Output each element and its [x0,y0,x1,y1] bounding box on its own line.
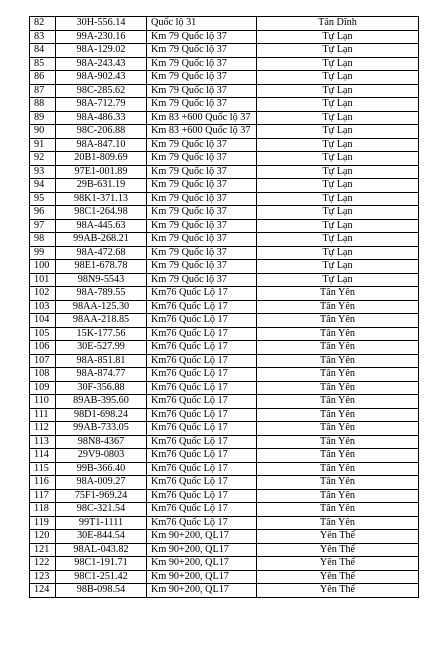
location-cell: Quốc lộ 31 [147,17,257,31]
location-cell: Km 79 Quốc lộ 37 [147,192,257,206]
location-cell: Km 90+200, QL17 [147,584,257,598]
license-plate-cell: 99T1-1111 [56,516,147,530]
license-plate-cell: 98C-206.88 [56,125,147,139]
table-row [30,368,419,382]
row-number-cell: 97 [30,219,56,233]
location-cell: Km 90+200, QL17 [147,557,257,571]
row-number-cell: 111 [30,408,56,422]
license-plate-cell: 20B1-809.69 [56,152,147,166]
location-cell: Km76 Quốc Lộ 17 [147,476,257,490]
area-cell: Tân Yên [257,287,419,301]
table-row [30,530,419,544]
violation-table [29,16,419,598]
license-plate-cell: 98A-902.43 [56,71,147,85]
row-number-cell: 114 [30,449,56,463]
table-row [30,219,419,233]
license-plate-cell: 98K1-371.13 [56,192,147,206]
row-number-cell: 101 [30,273,56,287]
area-cell: Tự Lạn [257,71,419,85]
area-cell: Tự Lạn [257,179,419,193]
area-cell: Tân Yên [257,408,419,422]
license-plate-cell: 98N9-5543 [56,273,147,287]
location-cell: Km 79 Quốc lộ 37 [147,219,257,233]
row-number-cell: 112 [30,422,56,436]
license-plate-cell: 99AB-268.21 [56,233,147,247]
row-number-cell: 87 [30,84,56,98]
area-cell: Tự Lạn [257,84,419,98]
area-cell: Tân Yên [257,368,419,382]
area-cell: Tự Lạn [257,192,419,206]
location-cell: Km 79 Quốc lộ 37 [147,30,257,44]
area-cell: Tự Lạn [257,206,419,220]
license-plate-cell: 98A-472.68 [56,246,147,260]
area-cell: Yên Thế [257,543,419,557]
location-cell: Km 79 Quốc lộ 37 [147,44,257,58]
row-number-cell: 115 [30,462,56,476]
license-plate-cell: 98A-243.43 [56,57,147,71]
document-page [29,16,419,598]
location-cell: Km76 Quốc Lộ 17 [147,435,257,449]
table-row [30,543,419,557]
row-number-cell: 108 [30,368,56,382]
license-plate-cell: 98E1-678.78 [56,260,147,274]
table-row [30,435,419,449]
area-cell: Tự Lạn [257,125,419,139]
row-number-cell: 116 [30,476,56,490]
row-number-cell: 124 [30,584,56,598]
area-cell: Tân Yên [257,422,419,436]
area-cell: Tự Lạn [257,138,419,152]
location-cell: Km76 Quốc Lộ 17 [147,341,257,355]
table-row [30,570,419,584]
area-cell: Tân Yên [257,476,419,490]
area-cell: Tự Lạn [257,246,419,260]
location-cell: Km 79 Quốc lộ 37 [147,233,257,247]
row-number-cell: 102 [30,287,56,301]
license-plate-cell: 98A-129.02 [56,44,147,58]
location-cell: Km76 Quốc Lộ 17 [147,395,257,409]
table-row [30,84,419,98]
table-row [30,584,419,598]
table-row [30,327,419,341]
location-cell: Km 90+200, QL17 [147,570,257,584]
location-cell: Km 79 Quốc lộ 37 [147,71,257,85]
location-cell: Km76 Quốc Lộ 17 [147,354,257,368]
license-plate-cell: 98A-851.81 [56,354,147,368]
license-plate-cell: 98AL-043.82 [56,543,147,557]
location-cell: Km 83 +600 Quốc lộ 37 [147,125,257,139]
table-row [30,30,419,44]
table-row [30,192,419,206]
license-plate-cell: 98A-486.33 [56,111,147,125]
row-number-cell: 82 [30,17,56,31]
license-plate-cell: 98A-445.63 [56,219,147,233]
row-number-cell: 98 [30,233,56,247]
table-row [30,57,419,71]
area-cell: Tự Lạn [257,233,419,247]
table-row [30,408,419,422]
area-cell: Tân Yên [257,462,419,476]
table-row [30,260,419,274]
location-cell: Km76 Quốc Lộ 17 [147,381,257,395]
license-plate-cell: 98A-789.55 [56,287,147,301]
table-row [30,314,419,328]
row-number-cell: 122 [30,557,56,571]
location-cell: Km 79 Quốc lộ 37 [147,179,257,193]
row-number-cell: 90 [30,125,56,139]
row-number-cell: 86 [30,71,56,85]
location-cell: Km 79 Quốc lộ 37 [147,152,257,166]
area-cell: Yên Thế [257,584,419,598]
row-number-cell: 88 [30,98,56,112]
row-number-cell: 113 [30,435,56,449]
location-cell: Km76 Quốc Lộ 17 [147,287,257,301]
row-number-cell: 99 [30,246,56,260]
area-cell: Tự Lạn [257,165,419,179]
license-plate-cell: 98C1-191.71 [56,557,147,571]
area-cell: Tân Yên [257,489,419,503]
location-cell: Km 79 Quốc lộ 37 [147,138,257,152]
license-plate-cell: 29V9-0803 [56,449,147,463]
table-row [30,71,419,85]
license-plate-cell: 30H-556.14 [56,17,147,31]
location-cell: Km76 Quốc Lộ 17 [147,327,257,341]
table-row [30,17,419,31]
location-cell: Km 79 Quốc lộ 37 [147,206,257,220]
row-number-cell: 110 [30,395,56,409]
table-row [30,138,419,152]
license-plate-cell: 98C-285.62 [56,84,147,98]
table-row [30,246,419,260]
table-row [30,44,419,58]
area-cell: Tân Yên [257,354,419,368]
row-number-cell: 89 [30,111,56,125]
area-cell: Tự Lạn [257,111,419,125]
row-number-cell: 91 [30,138,56,152]
row-number-cell: 83 [30,30,56,44]
location-cell: Km76 Quốc Lộ 17 [147,503,257,517]
location-cell: Km 79 Quốc lộ 37 [147,57,257,71]
area-cell: Tự Lạn [257,273,419,287]
row-number-cell: 123 [30,570,56,584]
row-number-cell: 100 [30,260,56,274]
area-cell: Tân Yên [257,327,419,341]
location-cell: Km76 Quốc Lộ 17 [147,368,257,382]
table-row [30,476,419,490]
license-plate-cell: 98A-712.79 [56,98,147,112]
row-number-cell: 103 [30,300,56,314]
table-row [30,206,419,220]
area-cell: Tân Yên [257,381,419,395]
table-row [30,489,419,503]
area-cell: Tân Yên [257,300,419,314]
row-number-cell: 105 [30,327,56,341]
area-cell: Tân Yên [257,341,419,355]
area-cell: Tự Lạn [257,44,419,58]
license-plate-cell: 98C-321.54 [56,503,147,517]
license-plate-cell: 98C1-251.42 [56,570,147,584]
table-row [30,395,419,409]
table-row [30,300,419,314]
table-row [30,98,419,112]
area-cell: Tân Dĩnh [257,17,419,31]
area-cell: Tân Yên [257,516,419,530]
table-row [30,165,419,179]
table-row [30,516,419,530]
table-row [30,287,419,301]
row-number-cell: 92 [30,152,56,166]
license-plate-cell: 89AB-395.60 [56,395,147,409]
row-number-cell: 121 [30,543,56,557]
location-cell: Km 79 Quốc lộ 37 [147,98,257,112]
table-body [30,17,419,598]
license-plate-cell: 98N8-4367 [56,435,147,449]
license-plate-cell: 98D1-698.24 [56,408,147,422]
location-cell: Km 79 Quốc lộ 37 [147,246,257,260]
row-number-cell: 119 [30,516,56,530]
location-cell: Km76 Quốc Lộ 17 [147,516,257,530]
table-row [30,381,419,395]
table-row [30,503,419,517]
license-plate-cell: 98A-009.27 [56,476,147,490]
area-cell: Tự Lạn [257,57,419,71]
license-plate-cell: 97E1-001.89 [56,165,147,179]
table-row [30,462,419,476]
table-row [30,557,419,571]
license-plate-cell: 15K-177.56 [56,327,147,341]
area-cell: Tự Lạn [257,30,419,44]
row-number-cell: 120 [30,530,56,544]
location-cell: Km 79 Quốc lộ 37 [147,165,257,179]
area-cell: Yên Thế [257,530,419,544]
location-cell: Km76 Quốc Lộ 17 [147,314,257,328]
license-plate-cell: 98AA-125.30 [56,300,147,314]
location-cell: Km76 Quốc Lộ 17 [147,300,257,314]
table-row [30,111,419,125]
location-cell: Km76 Quốc Lộ 17 [147,489,257,503]
area-cell: Tự Lạn [257,152,419,166]
row-number-cell: 104 [30,314,56,328]
license-plate-cell: 98B-098.54 [56,584,147,598]
row-number-cell: 117 [30,489,56,503]
license-plate-cell: 99A-230.16 [56,30,147,44]
license-plate-cell: 30F-356.88 [56,381,147,395]
area-cell: Tân Yên [257,435,419,449]
location-cell: Km 79 Quốc lộ 37 [147,260,257,274]
license-plate-cell: 75F1-969.24 [56,489,147,503]
row-number-cell: 106 [30,341,56,355]
area-cell: Tân Yên [257,314,419,328]
row-number-cell: 94 [30,179,56,193]
area-cell: Tự Lạn [257,98,419,112]
table-row [30,152,419,166]
license-plate-cell: 99AB-733.05 [56,422,147,436]
area-cell: Tự Lạn [257,260,419,274]
license-plate-cell: 98AA-218.85 [56,314,147,328]
area-cell: Tân Yên [257,503,419,517]
location-cell: Km76 Quốc Lộ 17 [147,462,257,476]
table-row [30,125,419,139]
table-row [30,233,419,247]
license-plate-cell: 30E-527.99 [56,341,147,355]
location-cell: Km76 Quốc Lộ 17 [147,422,257,436]
table-row [30,449,419,463]
area-cell: Tự Lạn [257,219,419,233]
location-cell: Km76 Quốc Lộ 17 [147,449,257,463]
row-number-cell: 95 [30,192,56,206]
location-cell: Km76 Quốc Lộ 17 [147,408,257,422]
row-number-cell: 84 [30,44,56,58]
location-cell: Km 79 Quốc lộ 37 [147,84,257,98]
table-row [30,341,419,355]
license-plate-cell: 29B-631.19 [56,179,147,193]
row-number-cell: 96 [30,206,56,220]
table-row [30,273,419,287]
table-row [30,354,419,368]
license-plate-cell: 30E-844.54 [56,530,147,544]
area-cell: Tân Yên [257,449,419,463]
license-plate-cell: 98A-847.10 [56,138,147,152]
row-number-cell: 85 [30,57,56,71]
location-cell: Km 90+200, QL17 [147,530,257,544]
row-number-cell: 109 [30,381,56,395]
license-plate-cell: 99B-366.40 [56,462,147,476]
area-cell: Yên Thế [257,557,419,571]
license-plate-cell: 98A-874.77 [56,368,147,382]
row-number-cell: 118 [30,503,56,517]
license-plate-cell: 98C1-264.98 [56,206,147,220]
table-row [30,179,419,193]
location-cell: Km 90+200, QL17 [147,543,257,557]
row-number-cell: 107 [30,354,56,368]
row-number-cell: 93 [30,165,56,179]
location-cell: Km 79 Quốc lộ 37 [147,273,257,287]
area-cell: Tân Yên [257,395,419,409]
table-row [30,422,419,436]
location-cell: Km 83 +600 Quốc lộ 37 [147,111,257,125]
area-cell: Yên Thế [257,570,419,584]
